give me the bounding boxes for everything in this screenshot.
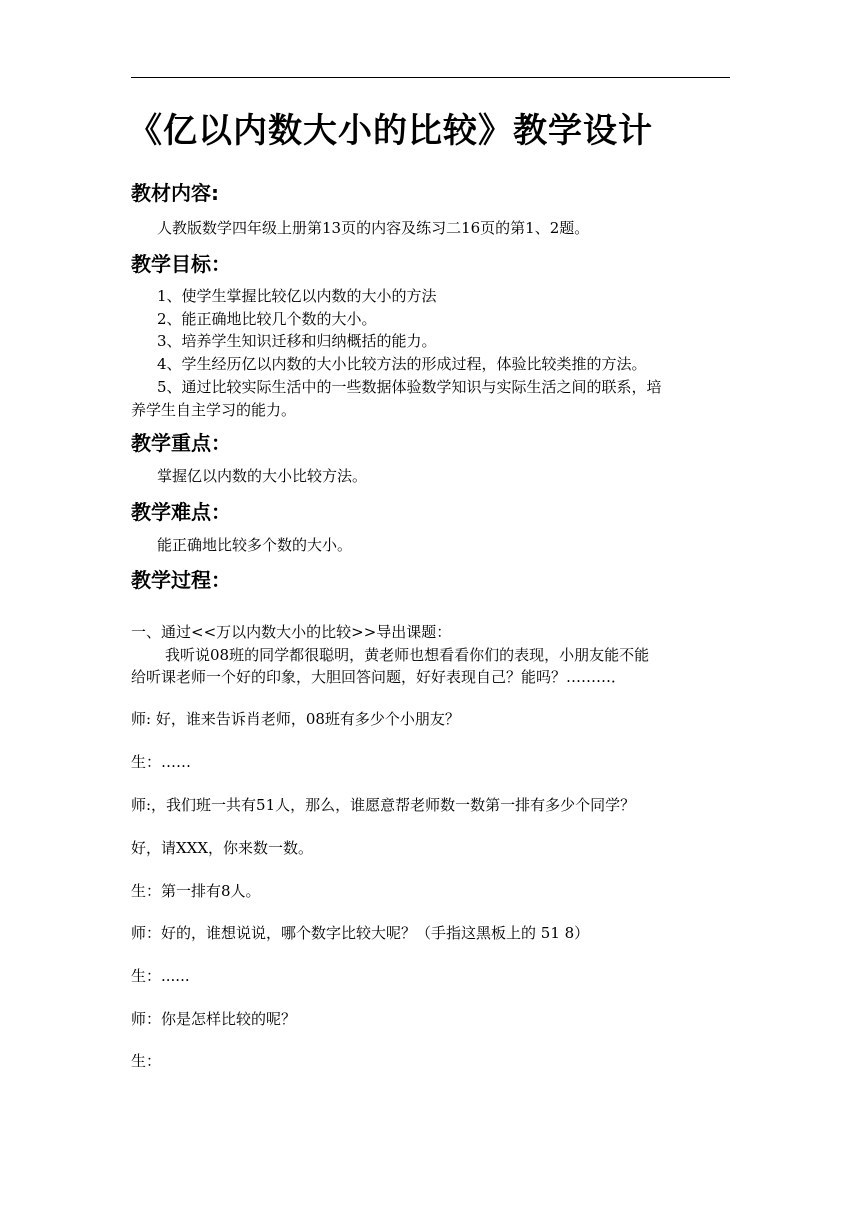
process-intro-line-2: 给听课老师一个好的印象，大胆回答问题，好好表现自己？能吗？………． <box>131 668 627 686</box>
dialogue-line-8: 师：你是怎样比较的呢？ <box>131 1010 297 1028</box>
content-heading: 教材内容: <box>131 181 219 205</box>
dialogue-line-2: 生：…… <box>131 753 192 771</box>
goals-heading: 教学目标： <box>131 252 231 276</box>
process-heading: 教学过程： <box>131 568 231 592</box>
goal-item-3: 3、培养学生知识迁移和归纳概括的能力。 <box>157 332 437 350</box>
process-intro-heading: 一、通过<<万以内数大小的比较>>导出课题： <box>131 623 452 641</box>
key-point-heading: 教学重点： <box>131 431 231 455</box>
goal-item-5-continued: 养学生自主学习的能力。 <box>131 401 297 419</box>
dialogue-line-9: 生： <box>131 1052 162 1070</box>
dialogue-line-1: 师: 好，谁来告诉肖老师，08班有多少个小朋友？ <box>131 710 460 728</box>
dialogue-line-4: 好，请XXX，你来数一数。 <box>131 839 314 857</box>
dialogue-line-3: 师:，我们班一共有51人，那么，谁愿意帮老师数一数第一排有多少个同学？ <box>131 796 636 814</box>
key-point-text: 掌握亿以内数的大小比较方法。 <box>157 467 368 485</box>
goal-item-1: 1、使学生掌握比较亿以内数的大小的方法 <box>157 287 437 305</box>
content-text: 人教版数学四年级上册第13页的内容及练习二16页的第1、2题。 <box>157 219 590 237</box>
goal-item-5: 5、通过比较实际生活中的一些数据体验数学知识与实际生活之间的联系，培 <box>157 378 662 396</box>
difficulty-text: 能正确地比较多个数的大小。 <box>157 536 353 554</box>
header-rule <box>131 77 730 78</box>
dialogue-line-6: 师：好的，谁想说说，哪个数字比较大呢？（手指这黑板上的 51 8） <box>131 924 590 942</box>
process-intro-line-1: 我听说08班的同学都很聪明，黄老师也想看看你们的表现，小朋友能不能 <box>165 646 650 664</box>
dialogue-line-7: 生：...... <box>131 967 190 985</box>
difficulty-heading: 教学难点： <box>131 500 231 524</box>
goal-item-4: 4、学生经历亿以内数的大小比较方法的形成过程，体验比较类推的方法。 <box>157 355 647 373</box>
goal-item-2: 2、能正确地比较几个数的大小。 <box>157 310 377 328</box>
dialogue-line-5: 生：第一排有8人。 <box>131 882 261 900</box>
document-title: 《亿以内数大小的比较》教学设计 <box>128 111 653 151</box>
